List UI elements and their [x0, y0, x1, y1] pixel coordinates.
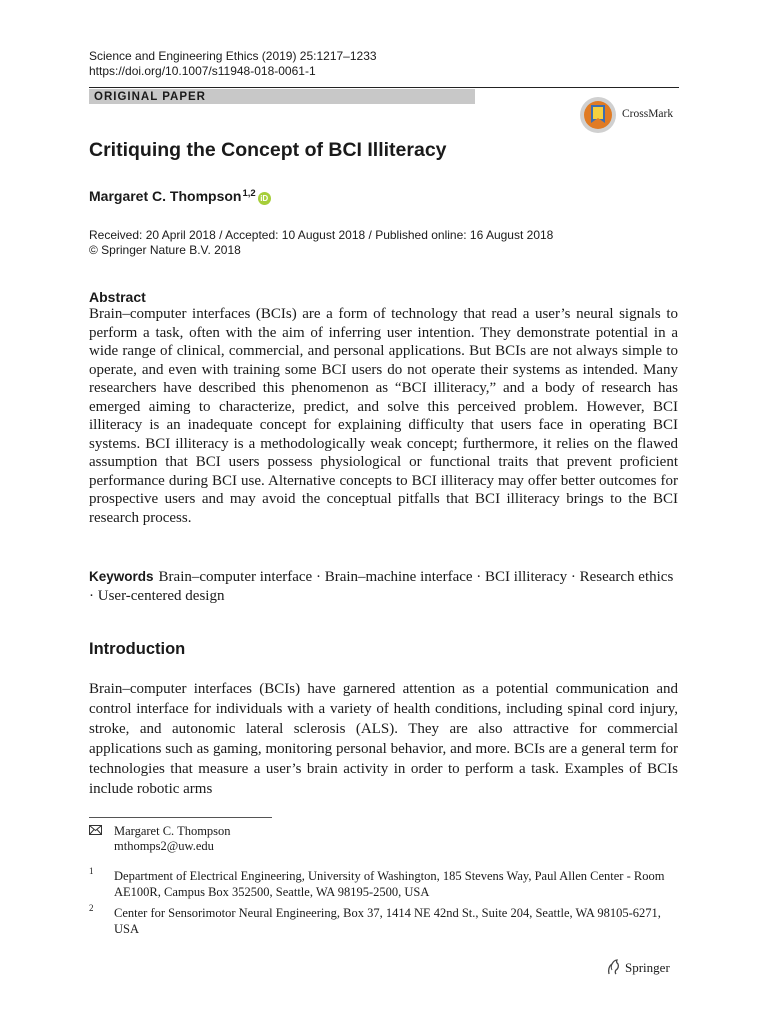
- affiliation-1-number: 1: [89, 866, 94, 876]
- keywords-list: Brain–computer interface · Brain–machine interface · BCI illiteracy · Research ethics · User-centered design: [89, 569, 674, 604]
- footnote-rule: [89, 817, 272, 818]
- article-type-label: ORIGINAL PAPER: [94, 91, 206, 103]
- doi-link[interactable]: https://doi.org/10.1007/s11948-018-0061-1: [89, 64, 316, 78]
- corresponding-author-email[interactable]: mthomps2@uw.edu: [114, 839, 214, 853]
- author-name[interactable]: Margaret C. Thompson: [89, 188, 242, 204]
- corresponding-author-name: Margaret C. Thompson: [114, 824, 231, 838]
- header-rule: [89, 87, 679, 88]
- author-line: [89, 184, 271, 206]
- affiliation-1: Department of Electrical Engineering, University of Washington, 185 Stevens Way, Paul Allen Center - Room AE100R, Campus Box 352500, Seattle, WA 98195-2500, USA: [114, 869, 665, 899]
- introduction-heading: Introduction: [89, 640, 186, 658]
- affiliation-2-number: 2: [89, 903, 94, 913]
- abstract-heading: Abstract: [89, 289, 146, 305]
- copyright-notice: © Springer Nature B.V. 2018: [89, 243, 241, 257]
- publication-dates: Received: 20 April 2018 / Accepted: 10 August 2018 / Published online: 16 August 2018: [89, 228, 554, 242]
- article-title: Critiquing the Concept of BCI Illiteracy: [89, 139, 447, 161]
- keywords-label: Keywords: [89, 569, 154, 584]
- author-affiliation-marks: 1,2: [242, 188, 256, 199]
- springer-horse-icon: [604, 958, 622, 976]
- affiliation-2: Center for Sensorimotor Neural Engineering, Box 37, 1414 NE 42nd St., Suite 204, Seattle, WA 98105-6271, USA: [114, 906, 661, 936]
- keywords: [89, 567, 678, 606]
- publisher-logo-label: Springer: [625, 960, 670, 975]
- mail-icon: [89, 825, 102, 835]
- introduction-text: Brain–computer interfaces (BCIs) have garnered attention as a potential communication and control interface for individuals with a variety of health conditions, including spinal cord injury, stroke, and autonomic lateral sclerosis (ALS). They are also attractive for commercial applications such as gaming, monitoring personal behavior, and more. BCIs are a general term for technologies that measure a user’s brain activity in order to perform a task. Examples of BCIs include robotic arms: [89, 681, 678, 797]
- crossmark-icon[interactable]: [578, 96, 618, 134]
- abstract-text: Brain–computer interfaces (BCIs) are a form of technology that read a user’s neural signals to perform a task, often with the aim of inferring user intention. They demonstrate potential in a wide range of clinical, commercial, and personal applications. But BCIs are not always simple to operate, and even with training some BCI users do not operate their systems as intended. Many researchers have described this phenomenon as “BCI illiteracy,” and a body of research has emerged aiming to characterize, predict, and solve this perceived problem. However, BCI illiteracy is an inadequate concept for explaining difficulty that users face in operating BCI systems. BCI illiteracy is a methodologically weak concept; furthermore, it relies on the flawed assumption that BCI users possess physiological or functional traits that prevent proficient performance during BCI use. Alternative concepts to BCI illiteracy may offer better outcomes for prospective users and may avoid the conceptual pitfalls that BCI illiteracy brings to the BCI research process.: [89, 306, 678, 526]
- journal-citation: Science and Engineering Ethics (2019) 25:1217–1233: [89, 49, 377, 63]
- crossmark-label[interactable]: CrossMark: [622, 108, 674, 120]
- orcid-icon[interactable]: iD: [258, 192, 271, 205]
